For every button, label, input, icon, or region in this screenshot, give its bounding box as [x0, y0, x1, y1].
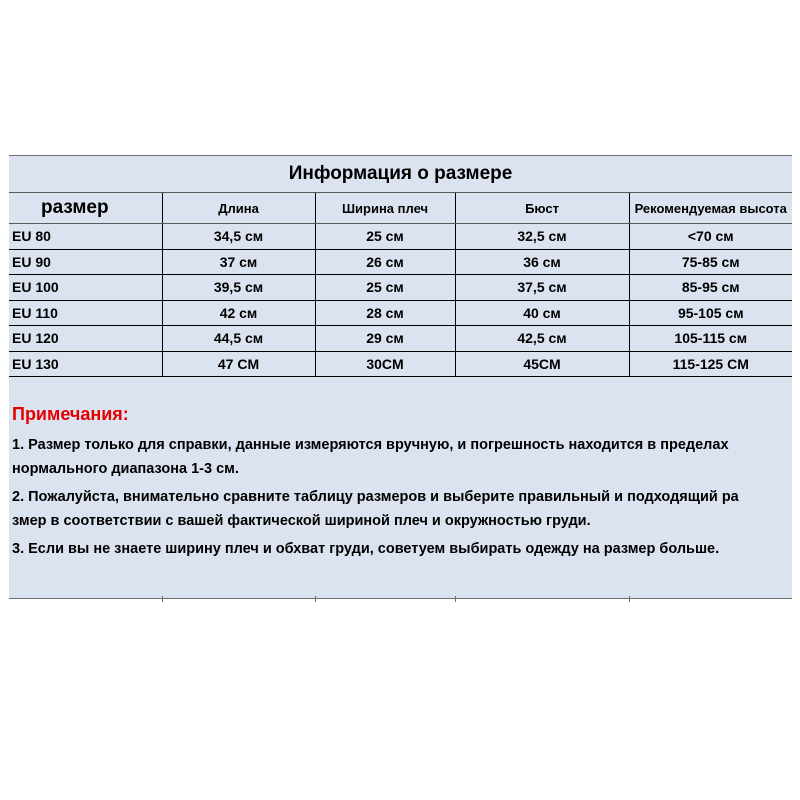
cell-length: 42 см [162, 300, 315, 326]
header-size: размер [9, 193, 162, 224]
note-item [12, 537, 792, 561]
cell-shoulder-width: 25 см [315, 224, 455, 250]
cell-size: EU 100 [9, 275, 162, 301]
notes-heading: Примечания: [12, 404, 129, 424]
note-line: 3. Если вы не знаете ширину плеч и обхват груди, советуем выбирать одежду на размер больше. [12, 541, 720, 557]
gridline-tick [629, 596, 630, 602]
size-chart-panel [9, 155, 792, 599]
gridline-tick [455, 596, 456, 602]
header-bust: Бюст [455, 193, 629, 224]
cell-length: 37 см [162, 249, 315, 275]
cell-recommended-height: 105-115 см [629, 326, 792, 352]
header-shoulder-width: Ширина плеч [315, 193, 455, 224]
cell-bust: 40 см [455, 300, 629, 326]
cell-shoulder-width: 29 см [315, 326, 455, 352]
cell-recommended-height: <70 см [629, 224, 792, 250]
note-line: 1. Размер только для справки, данные измеряются вручную, и погрешность находится в пределах [12, 437, 729, 453]
note-line: змер в соответствии с вашей фактической шириной плеч и окружностью груди. [12, 513, 591, 529]
header-recommended-height: Рекомендуемая высота [629, 193, 792, 224]
cell-bust: 37,5 см [455, 275, 629, 301]
cell-size: EU 110 [9, 300, 162, 326]
cell-bust: 45CM [455, 351, 629, 377]
table-row [9, 351, 792, 377]
cell-shoulder-width: 30CM [315, 351, 455, 377]
cell-recommended-height: 95-105 см [629, 300, 792, 326]
cell-bust: 36 см [455, 249, 629, 275]
cell-size: EU 120 [9, 326, 162, 352]
cell-bust: 42,5 см [455, 326, 629, 352]
table-row [9, 249, 792, 275]
cell-shoulder-width: 28 см [315, 300, 455, 326]
header-length: Длина [162, 193, 315, 224]
cell-shoulder-width: 26 см [315, 249, 455, 275]
cell-recommended-height: 75-85 см [629, 249, 792, 275]
gridline-tick [162, 596, 163, 602]
note-line: 2. Пожалуйста, внимательно сравните таблицу размеров и выберите правильный и подходящий ра [12, 489, 739, 505]
size-table [9, 193, 792, 377]
cell-length: 47 CM [162, 351, 315, 377]
cell-shoulder-width: 25 см [315, 275, 455, 301]
note-item [12, 433, 792, 481]
table-row [9, 326, 792, 352]
note-item [12, 485, 792, 533]
table-row [9, 224, 792, 250]
cell-length: 44,5 см [162, 326, 315, 352]
cell-size: EU 80 [9, 224, 162, 250]
cell-recommended-height: 115-125 CM [629, 351, 792, 377]
cell-size: EU 90 [9, 249, 162, 275]
cell-bust: 32,5 см [455, 224, 629, 250]
gridline-tick [315, 596, 316, 602]
note-line: нормального диапазона 1-3 см. [12, 461, 239, 477]
table-row [9, 275, 792, 301]
table-row [9, 300, 792, 326]
cell-length: 39,5 см [162, 275, 315, 301]
title-row [9, 156, 792, 193]
table-header-row [9, 193, 792, 224]
cell-recommended-height: 85-95 см [629, 275, 792, 301]
cell-size: EU 130 [9, 351, 162, 377]
notes-section [12, 404, 792, 565]
cell-length: 34,5 см [162, 224, 315, 250]
table-title: Информация о размере [288, 163, 513, 184]
